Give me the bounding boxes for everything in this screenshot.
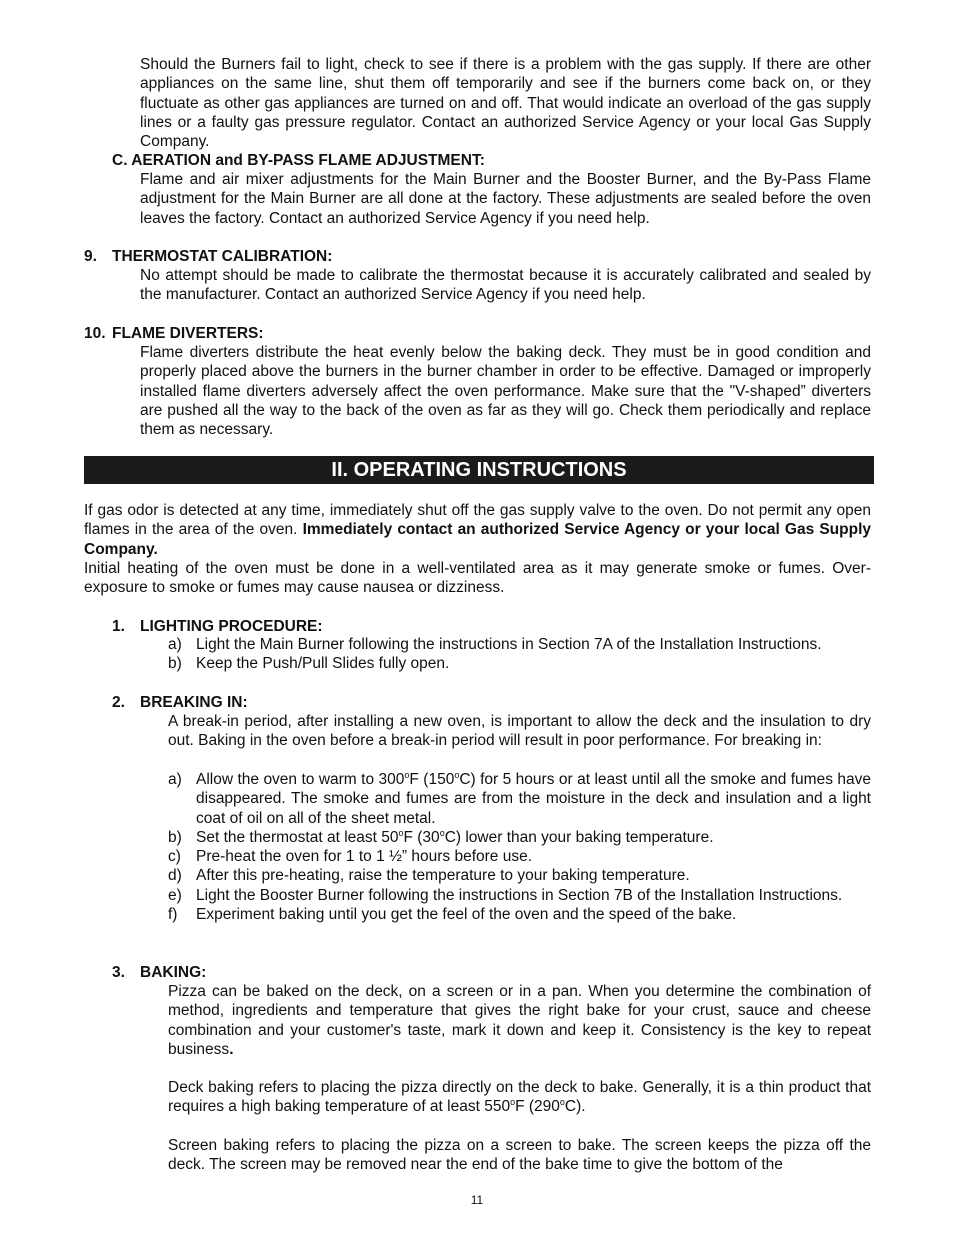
list-item [168, 905, 871, 924]
section-number: 10. [84, 325, 106, 342]
gas-odor-warning-paragraph [84, 501, 871, 559]
aeration-heading: C. AERATION and BY-PASS FLAME ADJUSTMENT: [112, 152, 485, 169]
flame-diverters-paragraph: Flame diverters distribute the heat evenly below the baking deck. They must be in good condition and properly placed above the burners in the burner chamber in order to be effective. Damaged or improperly installed flame diverters adversely affect the oven performance. Make sure that the "V-shaped” diverters are pushed all the way to the back of the oven as far as they will go. Check them periodically and replace them as necessary. [140, 344, 871, 439]
section-number: 9. [84, 248, 97, 265]
list-item [168, 635, 871, 654]
item-text: Allow the oven to warm to 300 [196, 771, 405, 788]
aeration-paragraph: Flame and air mixer adjustments for the Main Burner and the Booster Burner, and the By-Pass Flame adjustment for the Main Burner are all done at the factory. These adjustments are sealed before the oven leaves the factory. Contact an authorized Service Agency if you need help. [140, 171, 871, 227]
lighting-steps-list [168, 635, 871, 674]
degree-sign: o [454, 770, 460, 780]
degree-sign: o [559, 1097, 565, 1108]
list-item [168, 770, 871, 828]
list-item [168, 847, 871, 866]
item-text: Experiment baking until you get the feel of the oven and the speed of the bake. [196, 906, 737, 924]
degree-sign: o [404, 770, 410, 780]
thermostat-paragraph: No attempt should be made to calibrate the thermostat because it is accurately calibrated and sealed by the manufacturer. Contact an authorized Service Agency if you need help. [140, 267, 871, 304]
baking-paragraph-1 [168, 982, 871, 1059]
degree-sign: o [510, 1097, 516, 1108]
paragraph-text: C). [564, 1098, 586, 1116]
list-item [168, 866, 871, 885]
item-text: F (30 [403, 828, 440, 846]
degree-sign: o [398, 827, 404, 838]
initial-heating-paragraph: Initial heating of the oven must be done in a well-ventilated area as it may generate smoke or fumes. Over-exposure to smoke or fumes may cause nausea or dizziness. [84, 560, 871, 597]
list-item [168, 654, 871, 673]
section-title: THERMOSTAT CALIBRATION: [112, 248, 333, 265]
deck-baking-paragraph [168, 1078, 871, 1117]
item-marker: a) [168, 636, 182, 653]
warning-text: If gas odor is detected at any time, immediately shut off the gas supply valve to the oven. Do not permit any open flames in the area of the oven. [84, 502, 871, 539]
section-number: 1. [112, 618, 125, 635]
paragraph-text: Deck baking refers to placing the pizza directly on the deck to bake. Generally, it is a thin product that requires a high baking temperature of at least 550 [168, 1079, 871, 1116]
item-marker: d) [168, 867, 182, 885]
item-marker: a) [168, 771, 182, 788]
item-text: Light the Main Burner following the instructions in Section 7A of the Installation Instructions. [196, 636, 822, 653]
list-item [168, 886, 871, 905]
breaking-in-intro: A break-in period, after installing a new oven, is important to allow the deck and the insulation to dry out. Baking in the oven before a break-in period will result in poor performance. For breaking in: [168, 713, 871, 750]
list-item [168, 828, 871, 847]
item-text: Keep the Push/Pull Slides fully open. [196, 655, 450, 673]
item-text: Light the Booster Burner following the instructions in Section 7B of the Installation Instructions. [196, 886, 843, 904]
page-number: 11 [470, 1193, 484, 1207]
section-title: LIGHTING PROCEDURE: [140, 618, 323, 635]
baking-heading [112, 963, 206, 982]
item-marker: e) [168, 886, 182, 904]
section-title: FLAME DIVERTERS: [112, 325, 264, 342]
thermostat-heading [84, 247, 332, 266]
item-marker: f) [168, 906, 178, 924]
item-text: Set the thermostat at least 50 [196, 828, 399, 846]
breaking-in-steps-list [168, 770, 871, 924]
warning-bold-text: Immediately contact an authorized Service Agency or your local Gas Supply Company. [84, 521, 871, 558]
operating-instructions-banner: II. OPERATING INSTRUCTIONS [84, 456, 874, 484]
paragraph-end-period: . [229, 1040, 234, 1058]
item-text: F (150 [409, 771, 455, 788]
item-marker: c) [168, 848, 181, 866]
section-title: BREAKING IN: [140, 694, 248, 711]
item-text: Pre-heat the oven for 1 to 1 ½” hours before use. [196, 848, 533, 866]
section-title: BAKING: [140, 964, 207, 981]
burner-troubleshoot-paragraph: Should the Burners fail to light, check to see if there is a problem with the gas supply. If there are other appliances on the same line, shut them off temporarily and see if the burners come back on, or they fluctuate as other gas appliances are turned on and off. That would indicate an overload of the gas supply lines or a faulty gas pressure regulator. Contact an authorized Service Agency or your local Gas Supply Company. [140, 56, 871, 151]
screen-baking-paragraph: Screen baking refers to placing the pizza on a screen to bake. The screen keeps the pizza off the deck. The screen may be removed near the end of the bake time to give the bottom of the [168, 1137, 871, 1174]
lighting-procedure-heading [112, 617, 323, 636]
item-text: C) lower than your baking temperature. [444, 828, 714, 846]
item-text: After this pre-heating, raise the temperature to your baking temperature. [196, 867, 690, 885]
paragraph-text: Pizza can be baked on the deck, on a screen or in a pan. When you determine the combination of method, ingredients and temperature that gives the right bake for your crust, sauce and cheese combination and your customer's taste, mark it down and keep it. Consistency is the key to repeat business [168, 983, 871, 1058]
degree-sign: o [439, 827, 445, 838]
paragraph-text: F (290 [515, 1098, 560, 1116]
item-marker: b) [168, 828, 182, 846]
section-number: 3. [112, 964, 125, 981]
breaking-in-heading [112, 693, 248, 712]
flame-diverters-heading [84, 324, 264, 343]
item-marker: b) [168, 655, 182, 673]
section-number: 2. [112, 694, 125, 711]
item-text: C) for 5 hours or at least until all the smoke and fumes have disappeared. The smoke and fumes are from the moisture in the deck and insulation and a light coat of oil on all of the sheet metal. [196, 771, 871, 827]
